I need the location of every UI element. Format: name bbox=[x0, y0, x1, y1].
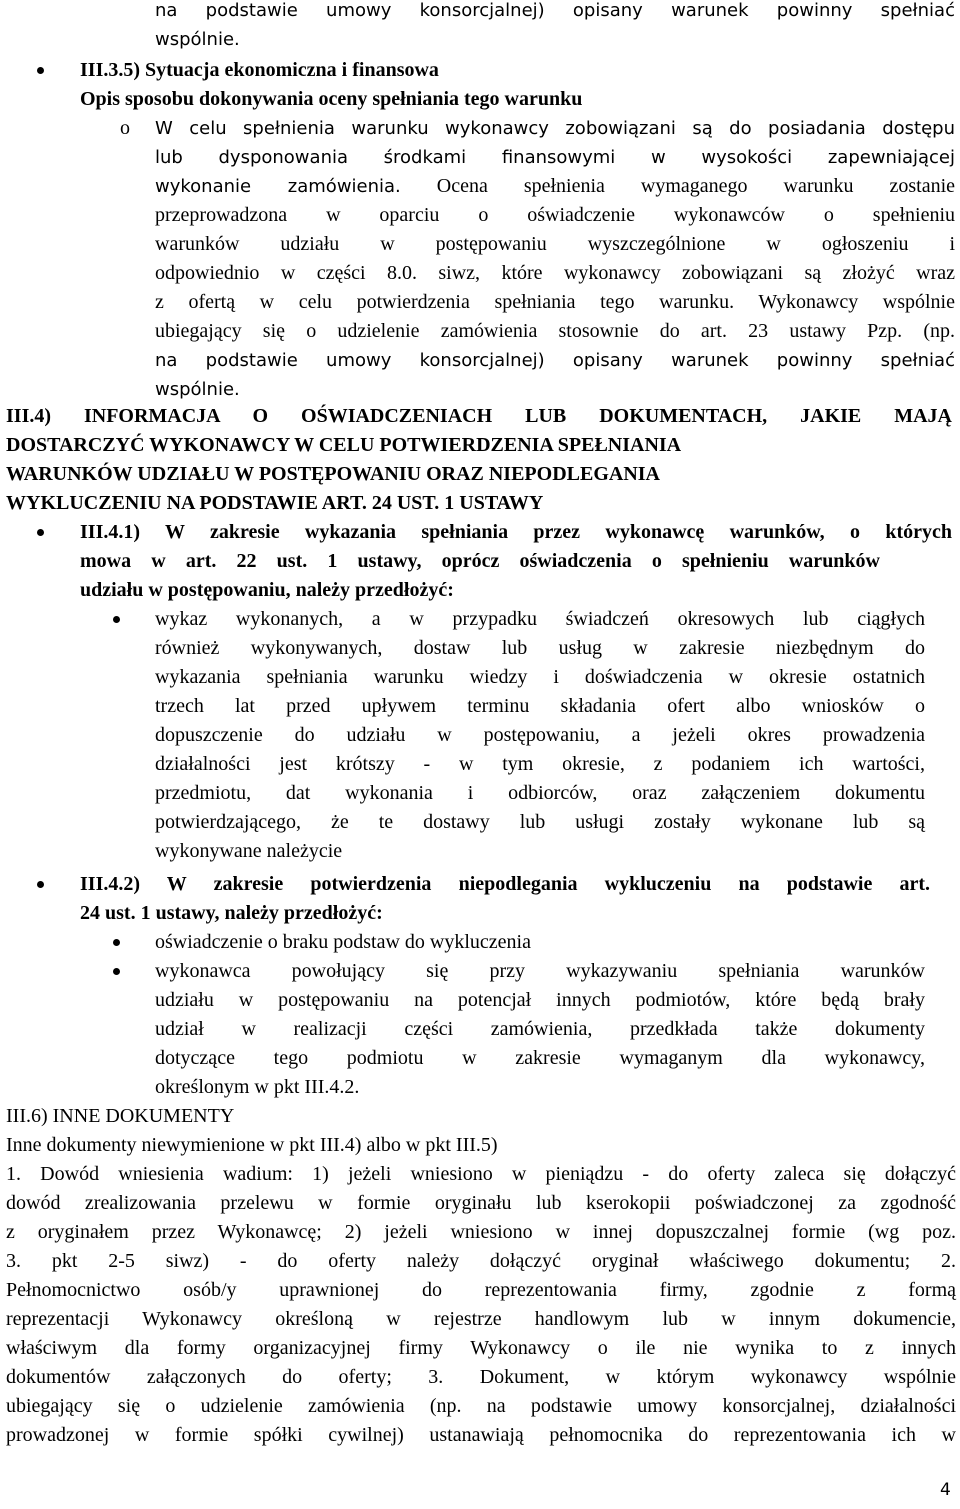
paragraph-line: reprezentacji Wykonawcy określoną w rejestrze handlowym lub w innym dokumencie, bbox=[6, 1308, 956, 1330]
bullet-icon bbox=[113, 968, 120, 975]
subsection-heading: III.4.2) W zakresie potwierdzenia niepodlegania wykluczeniu na podstawie art. bbox=[80, 873, 930, 895]
list-item-line: udziału w postępowaniu na potencjał innych podmiotów, które będą brały bbox=[155, 989, 925, 1011]
bullet-icon bbox=[37, 529, 44, 536]
text-line: przeprowadzona w oparciu o oświadczenie wykonawców o spełnieniu bbox=[155, 204, 955, 226]
list-item-line: przedmiotu, dat wykonania i odbiorców, oraz załączeniem dokumentu bbox=[155, 782, 925, 804]
subsection-heading: 24 ust. 1 ustawy, należy przedłożyć: bbox=[80, 902, 383, 924]
paragraph-line: 1. Dowód wniesienia wadium: 1) jeżeli wniesiono w pieniądzu - do oferty zaleca się dołączyć bbox=[6, 1163, 956, 1185]
section-heading: WARUNKÓW UDZIAŁU W POSTĘPOWANIU ORAZ NIEPODLEGANIA bbox=[6, 463, 660, 485]
section-heading: III.3.5) Sytuacja ekonomiczna i finansowa bbox=[80, 59, 439, 81]
list-item-line: dotyczące tego podmiotu w zakresie wymaganym dla wykonawcy, bbox=[155, 1047, 925, 1069]
paragraph-line: właściwym dla formy organizacyjnej firmy Wykonawcy o ile nie wynika to z innych bbox=[6, 1337, 956, 1359]
text-line: W celu spełnienia warunku wykonawcy zobowiązani są do posiadania dostępu bbox=[155, 118, 955, 139]
paragraph-line: dowód zrealizowania przelewu w formie oryginału lub kserokopii poświadczonej za zgodność bbox=[6, 1192, 956, 1214]
text-span: wykonanie zamówienia. bbox=[155, 176, 401, 197]
text-line: wspólnie. bbox=[155, 29, 240, 50]
list-item-line: udział w realizacji części zamówienia, przedkłada także dokumenty bbox=[155, 1018, 925, 1040]
bullet-icon bbox=[37, 881, 44, 888]
paragraph-line: dokumentów załączonych do oferty; 3. Dokument, w którym wykonawcy wspólnie bbox=[6, 1366, 956, 1388]
list-item-line: wykaz wykonanych, a w przypadku świadczeń okresowych lub ciągłych bbox=[155, 608, 925, 630]
list-item-line: trzech lat przed upływem terminu składania ofert albo wniosków o bbox=[155, 695, 925, 717]
section-heading: III.6) INNE DOKUMENTY bbox=[6, 1105, 235, 1127]
bullet-icon bbox=[37, 67, 44, 74]
page-number: 4 bbox=[940, 1480, 951, 1500]
text-line: wspólnie. bbox=[155, 379, 240, 400]
list-item-line: wykonywane należycie bbox=[155, 840, 343, 862]
text-line: z ofertą w celu potwierdzenia spełniania tego warunku. Wykonawcy wspólnie bbox=[155, 291, 955, 313]
paragraph-line: prowadzonej w formie spółki cywilnej) ustanawiają pełnomocnika do reprezentowania ich w bbox=[6, 1424, 956, 1446]
subsection-heading: udziału w postępowaniu, należy przedłożyć: bbox=[80, 579, 454, 601]
list-item-line: określonym w pkt III.4.2. bbox=[155, 1076, 360, 1098]
list-item-line: wykonawca powołujący się przy wykazywaniu spełniania warunków bbox=[155, 960, 925, 982]
list-item-line: działalności jest krótszy - w tym okresie, z podaniem ich wartości, bbox=[155, 753, 925, 775]
paragraph-line: z oryginałem przez Wykonawcę; 2) jeżeli wniesiono w innej dopuszczalnej formie (wg poz. bbox=[6, 1221, 956, 1243]
text-span: Ocena spełnienia wymaganego warunku zostanie bbox=[400, 175, 955, 197]
circle-bullet-icon: o bbox=[120, 117, 130, 139]
list-item-line: również wykonywanych, dostaw lub usług w zakresie niezbędnym do bbox=[155, 637, 925, 659]
list-item-line: wykazania spełniania warunku wiedzy i doświadczenia w okresie ostatnich bbox=[155, 666, 925, 688]
paragraph-line: ubiegający się o udzielenie zamówienia (np. na podstawie umowy konsorcjalnej, działalności bbox=[6, 1395, 956, 1417]
text-line: na podstawie umowy konsorcjalnej) opisany warunek powinny spełniać bbox=[155, 0, 955, 21]
subsection-heading: III.4.1) W zakresie wykazania spełniania przez wykonawcę warunków, o których bbox=[80, 521, 952, 543]
text-line: ubiegający się o udzielenie zamówienia stosownie do art. 23 ustawy Pzp. (np. bbox=[155, 320, 955, 342]
text-line bbox=[155, 172, 955, 201]
section-heading: WYKLUCZENIU NA PODSTAWIE ART. 24 UST. 1 USTAWY bbox=[6, 492, 544, 514]
section-subheading: Opis sposobu dokonywania oceny spełniania tego warunku bbox=[80, 88, 583, 110]
list-item-line: dopuszczenie do udziału w postępowaniu, a jeżeli okres prowadzenia bbox=[155, 724, 925, 746]
text-line: na podstawie umowy konsorcjalnej) opisany warunek powinny spełniać bbox=[155, 350, 955, 371]
subsection-heading: mowa w art. 22 ust. 1 ustawy, oprócz oświadczenia o spełnieniu warunków bbox=[80, 550, 880, 572]
paragraph-line: 3. pkt 2-5 siwz) - do oferty należy dołączyć oryginał właściwego dokumentu; 2. bbox=[6, 1250, 956, 1272]
text-line: warunków udziału w postępowaniu wyszczególnione w ogłoszeniu i bbox=[155, 233, 955, 255]
section-heading: III.4) INFORMACJA O OŚWIADCZENIACH LUB DOKUMENTACH, JAKIE MAJĄ bbox=[6, 405, 952, 427]
list-item-line: oświadczenie o braku podstaw do wykluczenia bbox=[155, 931, 531, 953]
text-line: odpowiednio w części 8.0. siwz, które wykonawcy zobowiązani są złożyć wraz bbox=[155, 262, 955, 284]
paragraph-line: Pełnomocnictwo osób/y uprawnionej do reprezentowania firmy, zgodnie z formą bbox=[6, 1279, 956, 1301]
list-item-line: potwierdzającego, że te dostawy lub usługi zostały wykonane lub są bbox=[155, 811, 925, 833]
text-line: lub dysponowania środkami finansowymi w wysokości zapewniającej bbox=[155, 147, 955, 168]
bullet-icon bbox=[113, 616, 120, 623]
section-intro: Inne dokumenty niewymienione w pkt III.4) albo w pkt III.5) bbox=[6, 1134, 498, 1156]
section-heading: DOSTARCZYĆ WYKONAWCY W CELU POTWIERDZENIA SPEŁNIANIA bbox=[6, 434, 682, 456]
bullet-icon bbox=[113, 939, 120, 946]
